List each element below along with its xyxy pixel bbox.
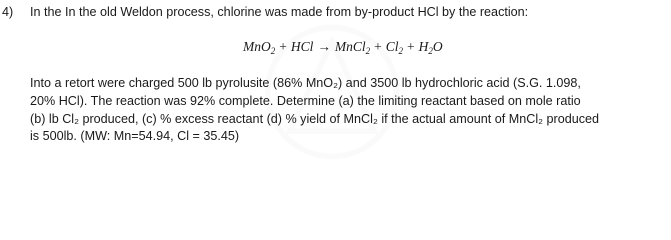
product-cl2	[386, 39, 403, 54]
reaction-equation	[243, 38, 443, 60]
problem-line: is 500lb. (MW: Mn=54.94, Cl = 35.45)	[30, 129, 240, 144]
plus-sign: +	[407, 39, 415, 54]
problem-statement	[30, 75, 670, 146]
h2o-h-symbol: H	[418, 39, 429, 54]
mncl2-symbol: MnCl	[334, 39, 366, 54]
product-h2o	[419, 39, 443, 54]
cl2-subscript: 2	[398, 46, 404, 56]
question-number: 4)	[2, 5, 14, 19]
mno2-subscript: 2	[270, 46, 276, 56]
reactant-hcl: HCl	[290, 39, 314, 54]
question-header	[2, 4, 528, 20]
reactant-mno2	[243, 39, 275, 54]
reaction-arrow: →	[317, 39, 331, 54]
problem-line: 20% HCl). The reaction was 92% complete. Determine (a) the limiting reactant based on mole ratio	[30, 93, 581, 108]
plus-sign: +	[374, 39, 382, 54]
cl2-symbol: Cl	[385, 39, 399, 54]
question-prompt: In the In the old Weldon process, chlorine was made from by-product HCl by the reaction:	[30, 5, 529, 19]
h2o-subscript: 2	[428, 46, 433, 56]
mncl2-subscript: 2	[365, 46, 371, 56]
mno2-symbol: MnO	[243, 39, 271, 54]
h2o-o-symbol: O	[432, 39, 443, 54]
product-mncl2	[335, 39, 370, 54]
plus-sign: +	[279, 39, 287, 54]
problem-line: (b) lb Cl₂ produced, (c) % excess reactant (d) % yield of MnCl₂ if the actual amount of MnCl₂ produced	[30, 111, 600, 126]
problem-line: Into a retort were charged 500 lb pyrolusite (86% MnO₂) and 3500 lb hydrochloric acid (S.G. 1.098,	[30, 76, 581, 90]
